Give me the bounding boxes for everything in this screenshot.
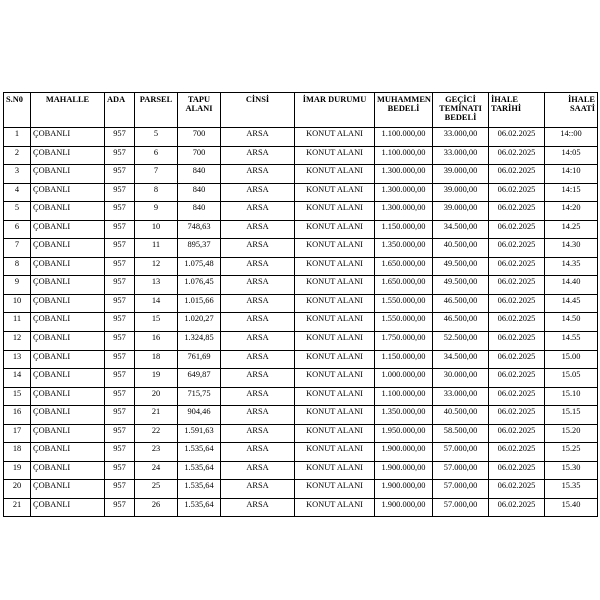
cell-imar-durumu: KONUT ALANI	[295, 276, 375, 295]
cell-sno: 20	[4, 480, 31, 499]
cell-muhammen-bedeli: 1.150.000,00	[375, 350, 433, 369]
cell-tapu-alani: 761,69	[178, 350, 221, 369]
cell-imar-durumu: KONUT ALANI	[295, 239, 375, 258]
cell-muhammen-bedeli: 1.900.000,00	[375, 480, 433, 499]
cell-cinsi: ARSA	[221, 461, 295, 480]
header-ada: ADA	[105, 93, 135, 128]
table-row	[4, 332, 598, 351]
cell-sno: 18	[4, 443, 31, 462]
cell-tapu-alani: 748,63	[178, 220, 221, 239]
cell-tapu-alani: 1.020,27	[178, 313, 221, 332]
cell-ada: 957	[105, 257, 135, 276]
cell-muhammen-bedeli: 1.000.000,00	[375, 369, 433, 388]
cell-imar-durumu: KONUT ALANI	[295, 128, 375, 147]
cell-sno: 3	[4, 165, 31, 184]
cell-parsel: 21	[135, 406, 178, 425]
cell-tapu-alani: 904,46	[178, 406, 221, 425]
cell-ada: 957	[105, 424, 135, 443]
cell-gecici-teminat: 34.500,00	[433, 220, 489, 239]
cell-gecici-teminat: 46.500,00	[433, 313, 489, 332]
cell-parsel: 15	[135, 313, 178, 332]
cell-ihale-tarihi: 06.02.2025	[489, 165, 545, 184]
cell-tapu-alani: 1.535,64	[178, 443, 221, 462]
cell-mahalle: ÇOBANLI	[31, 369, 105, 388]
cell-ihale-tarihi: 06.02.2025	[489, 480, 545, 499]
cell-parsel: 25	[135, 480, 178, 499]
cell-cinsi: ARSA	[221, 165, 295, 184]
auction-table	[3, 92, 598, 517]
cell-gecici-teminat: 33.000,00	[433, 128, 489, 147]
cell-ihale-tarihi: 06.02.2025	[489, 257, 545, 276]
cell-ihale-tarihi: 06.02.2025	[489, 183, 545, 202]
cell-muhammen-bedeli: 1.350.000,00	[375, 239, 433, 258]
cell-tapu-alani: 895,37	[178, 239, 221, 258]
table-row	[4, 443, 598, 462]
table-row	[4, 165, 598, 184]
cell-imar-durumu: KONUT ALANI	[295, 257, 375, 276]
cell-parsel: 13	[135, 276, 178, 295]
cell-sno: 12	[4, 332, 31, 351]
cell-parsel: 6	[135, 146, 178, 165]
cell-cinsi: ARSA	[221, 424, 295, 443]
cell-ihale-tarihi: 06.02.2025	[489, 128, 545, 147]
cell-cinsi: ARSA	[221, 313, 295, 332]
cell-sno: 13	[4, 350, 31, 369]
cell-tapu-alani: 1.535,64	[178, 480, 221, 499]
cell-gecici-teminat: 40.500,00	[433, 406, 489, 425]
cell-gecici-teminat: 34.500,00	[433, 350, 489, 369]
cell-tapu-alani: 1.535,64	[178, 461, 221, 480]
cell-sno: 7	[4, 239, 31, 258]
cell-gecici-teminat: 33.000,00	[433, 146, 489, 165]
cell-muhammen-bedeli: 1.350.000,00	[375, 406, 433, 425]
cell-cinsi: ARSA	[221, 183, 295, 202]
table-row	[4, 294, 598, 313]
cell-mahalle: ÇOBANLI	[31, 257, 105, 276]
header-tapu-alani: TAPU ALANI	[178, 93, 221, 128]
cell-muhammen-bedeli: 1.100.000,00	[375, 128, 433, 147]
cell-gecici-teminat: 57.000,00	[433, 480, 489, 499]
table-row	[4, 128, 598, 147]
cell-sno: 14	[4, 369, 31, 388]
cell-ihale-saati: 14::00	[545, 128, 598, 147]
cell-sno: 17	[4, 424, 31, 443]
cell-imar-durumu: KONUT ALANI	[295, 350, 375, 369]
cell-sno: 21	[4, 498, 31, 517]
table-row	[4, 202, 598, 221]
header-mahalle: MAHALLE	[31, 93, 105, 128]
cell-imar-durumu: KONUT ALANI	[295, 443, 375, 462]
cell-imar-durumu: KONUT ALANI	[295, 387, 375, 406]
cell-tapu-alani: 840	[178, 202, 221, 221]
table-row	[4, 387, 598, 406]
cell-gecici-teminat: 49.500,00	[433, 257, 489, 276]
cell-ihale-tarihi: 06.02.2025	[489, 146, 545, 165]
cell-cinsi: ARSA	[221, 146, 295, 165]
cell-ihale-saati: 15.20	[545, 424, 598, 443]
cell-parsel: 22	[135, 424, 178, 443]
cell-gecici-teminat: 49.500,00	[433, 276, 489, 295]
cell-ihale-tarihi: 06.02.2025	[489, 406, 545, 425]
cell-gecici-teminat: 39.000,00	[433, 183, 489, 202]
cell-mahalle: ÇOBANLI	[31, 165, 105, 184]
cell-muhammen-bedeli: 1.100.000,00	[375, 387, 433, 406]
table-row	[4, 257, 598, 276]
cell-ada: 957	[105, 387, 135, 406]
cell-tapu-alani: 649,87	[178, 369, 221, 388]
cell-ihale-tarihi: 06.02.2025	[489, 387, 545, 406]
cell-ihale-tarihi: 06.02.2025	[489, 220, 545, 239]
cell-mahalle: ÇOBANLI	[31, 350, 105, 369]
header-cinsi: CİNSİ	[221, 93, 295, 128]
cell-sno: 16	[4, 406, 31, 425]
cell-ada: 957	[105, 443, 135, 462]
cell-gecici-teminat: 39.000,00	[433, 165, 489, 184]
cell-ada: 957	[105, 332, 135, 351]
cell-cinsi: ARSA	[221, 443, 295, 462]
cell-mahalle: ÇOBANLI	[31, 480, 105, 499]
cell-sno: 11	[4, 313, 31, 332]
cell-mahalle: ÇOBANLI	[31, 220, 105, 239]
cell-parsel: 14	[135, 294, 178, 313]
cell-tapu-alani: 840	[178, 183, 221, 202]
cell-gecici-teminat: 40.500,00	[433, 239, 489, 258]
cell-imar-durumu: KONUT ALANI	[295, 165, 375, 184]
cell-muhammen-bedeli: 1.900.000,00	[375, 461, 433, 480]
cell-gecici-teminat: 33.000,00	[433, 387, 489, 406]
cell-ihale-saati: 15.10	[545, 387, 598, 406]
cell-mahalle: ÇOBANLI	[31, 332, 105, 351]
cell-mahalle: ÇOBANLI	[31, 202, 105, 221]
cell-imar-durumu: KONUT ALANI	[295, 406, 375, 425]
cell-tapu-alani: 700	[178, 146, 221, 165]
table-row	[4, 350, 598, 369]
table-row	[4, 146, 598, 165]
cell-ada: 957	[105, 461, 135, 480]
cell-sno: 8	[4, 257, 31, 276]
cell-parsel: 11	[135, 239, 178, 258]
cell-ada: 957	[105, 165, 135, 184]
cell-parsel: 24	[135, 461, 178, 480]
cell-imar-durumu: KONUT ALANI	[295, 294, 375, 313]
cell-parsel: 9	[135, 202, 178, 221]
cell-ihale-saati: 15.05	[545, 369, 598, 388]
cell-ihale-saati: 14.55	[545, 332, 598, 351]
cell-sno: 10	[4, 294, 31, 313]
table-row	[4, 313, 598, 332]
cell-tapu-alani: 1.015,66	[178, 294, 221, 313]
table-row	[4, 183, 598, 202]
cell-ihale-saati: 14.45	[545, 294, 598, 313]
cell-parsel: 23	[135, 443, 178, 462]
cell-ada: 957	[105, 498, 135, 517]
cell-mahalle: ÇOBANLI	[31, 313, 105, 332]
cell-sno: 1	[4, 128, 31, 147]
cell-gecici-teminat: 57.000,00	[433, 443, 489, 462]
cell-tapu-alani: 1.076,45	[178, 276, 221, 295]
cell-tapu-alani: 715,75	[178, 387, 221, 406]
table-row	[4, 220, 598, 239]
cell-tapu-alani: 700	[178, 128, 221, 147]
cell-cinsi: ARSA	[221, 276, 295, 295]
cell-ihale-saati: 15.30	[545, 461, 598, 480]
cell-ada: 957	[105, 128, 135, 147]
auction-table-container	[3, 92, 597, 517]
cell-parsel: 10	[135, 220, 178, 239]
cell-mahalle: ÇOBANLI	[31, 461, 105, 480]
cell-gecici-teminat: 52.500,00	[433, 332, 489, 351]
cell-sno: 5	[4, 202, 31, 221]
cell-muhammen-bedeli: 1.100.000,00	[375, 146, 433, 165]
cell-ihale-saati: 15.25	[545, 443, 598, 462]
cell-ihale-tarihi: 06.02.2025	[489, 202, 545, 221]
cell-mahalle: ÇOBANLI	[31, 424, 105, 443]
cell-imar-durumu: KONUT ALANI	[295, 332, 375, 351]
table-row	[4, 480, 598, 499]
cell-mahalle: ÇOBANLI	[31, 443, 105, 462]
cell-imar-durumu: KONUT ALANI	[295, 146, 375, 165]
cell-ada: 957	[105, 183, 135, 202]
table-row	[4, 424, 598, 443]
table-row	[4, 276, 598, 295]
cell-mahalle: ÇOBANLI	[31, 276, 105, 295]
cell-parsel: 19	[135, 369, 178, 388]
cell-gecici-teminat: 58.500,00	[433, 424, 489, 443]
cell-gecici-teminat: 57.000,00	[433, 461, 489, 480]
cell-sno: 9	[4, 276, 31, 295]
cell-muhammen-bedeli: 1.900.000,00	[375, 443, 433, 462]
header-sno: S.N0	[4, 93, 31, 128]
cell-ihale-saati: 14.40	[545, 276, 598, 295]
cell-muhammen-bedeli: 1.300.000,00	[375, 202, 433, 221]
cell-ihale-tarihi: 06.02.2025	[489, 313, 545, 332]
cell-gecici-teminat: 46.500,00	[433, 294, 489, 313]
cell-muhammen-bedeli: 1.650.000,00	[375, 257, 433, 276]
cell-mahalle: ÇOBANLI	[31, 128, 105, 147]
cell-muhammen-bedeli: 1.950.000,00	[375, 424, 433, 443]
cell-imar-durumu: KONUT ALANI	[295, 220, 375, 239]
cell-mahalle: ÇOBANLI	[31, 239, 105, 258]
cell-muhammen-bedeli: 1.150.000,00	[375, 220, 433, 239]
cell-ihale-saati: 15.40	[545, 498, 598, 517]
cell-muhammen-bedeli: 1.550.000,00	[375, 294, 433, 313]
cell-ihale-saati: 15.35	[545, 480, 598, 499]
cell-sno: 15	[4, 387, 31, 406]
cell-ada: 957	[105, 202, 135, 221]
cell-ada: 957	[105, 220, 135, 239]
cell-ihale-saati: 14.30	[545, 239, 598, 258]
table-row	[4, 406, 598, 425]
cell-tapu-alani: 1.591,63	[178, 424, 221, 443]
cell-tapu-alani: 1.075,48	[178, 257, 221, 276]
cell-ihale-tarihi: 06.02.2025	[489, 332, 545, 351]
cell-gecici-teminat: 39.000,00	[433, 202, 489, 221]
cell-ihale-saati: 15.15	[545, 406, 598, 425]
cell-imar-durumu: KONUT ALANI	[295, 202, 375, 221]
cell-ada: 957	[105, 350, 135, 369]
cell-mahalle: ÇOBANLI	[31, 146, 105, 165]
header-parsel: PARSEL	[135, 93, 178, 128]
cell-muhammen-bedeli: 1.300.000,00	[375, 183, 433, 202]
cell-ihale-saati: 14.25	[545, 220, 598, 239]
cell-cinsi: ARSA	[221, 369, 295, 388]
cell-parsel: 7	[135, 165, 178, 184]
header-gecici-teminati-bedeli: GEÇİCİ TEMİNATI BEDELİ	[433, 93, 489, 128]
cell-ada: 957	[105, 239, 135, 258]
header-imar-durumu: İMAR DURUMU	[295, 93, 375, 128]
cell-cinsi: ARSA	[221, 294, 295, 313]
cell-ada: 957	[105, 276, 135, 295]
cell-tapu-alani: 1.324,85	[178, 332, 221, 351]
table-header-row	[4, 93, 598, 128]
header-ihale-tarihi: İHALE TARİHİ	[489, 93, 545, 128]
table-row	[4, 461, 598, 480]
table-body	[4, 128, 598, 517]
cell-ihale-saati: 14.35	[545, 257, 598, 276]
cell-cinsi: ARSA	[221, 498, 295, 517]
cell-parsel: 16	[135, 332, 178, 351]
cell-muhammen-bedeli: 1.650.000,00	[375, 276, 433, 295]
cell-ihale-saati: 14:10	[545, 165, 598, 184]
header-muhammen-bedeli: MUHAMMEN BEDELİ	[375, 93, 433, 128]
cell-ada: 957	[105, 406, 135, 425]
cell-imar-durumu: KONUT ALANI	[295, 369, 375, 388]
cell-cinsi: ARSA	[221, 239, 295, 258]
cell-ihale-tarihi: 06.02.2025	[489, 424, 545, 443]
cell-cinsi: ARSA	[221, 257, 295, 276]
cell-parsel: 18	[135, 350, 178, 369]
cell-ada: 957	[105, 480, 135, 499]
cell-parsel: 12	[135, 257, 178, 276]
cell-imar-durumu: KONUT ALANI	[295, 313, 375, 332]
cell-ihale-saati: 14:20	[545, 202, 598, 221]
cell-cinsi: ARSA	[221, 350, 295, 369]
cell-tapu-alani: 1.535,64	[178, 498, 221, 517]
cell-cinsi: ARSA	[221, 202, 295, 221]
table-row	[4, 369, 598, 388]
cell-ihale-tarihi: 06.02.2025	[489, 369, 545, 388]
header-ihale-saati: İHALE SAATİ	[545, 93, 598, 128]
cell-ihale-tarihi: 06.02.2025	[489, 276, 545, 295]
cell-mahalle: ÇOBANLI	[31, 387, 105, 406]
cell-gecici-teminat: 57.000,00	[433, 498, 489, 517]
cell-ihale-tarihi: 06.02.2025	[489, 239, 545, 258]
cell-mahalle: ÇOBANLI	[31, 498, 105, 517]
cell-ihale-saati: 15.00	[545, 350, 598, 369]
cell-ihale-saati: 14:15	[545, 183, 598, 202]
cell-imar-durumu: KONUT ALANI	[295, 498, 375, 517]
cell-cinsi: ARSA	[221, 406, 295, 425]
cell-ihale-tarihi: 06.02.2025	[489, 443, 545, 462]
cell-sno: 2	[4, 146, 31, 165]
cell-muhammen-bedeli: 1.550.000,00	[375, 313, 433, 332]
cell-gecici-teminat: 30.000,00	[433, 369, 489, 388]
cell-imar-durumu: KONUT ALANI	[295, 424, 375, 443]
cell-cinsi: ARSA	[221, 220, 295, 239]
table-row	[4, 239, 598, 258]
cell-sno: 6	[4, 220, 31, 239]
cell-parsel: 5	[135, 128, 178, 147]
cell-muhammen-bedeli: 1.750.000,00	[375, 332, 433, 351]
cell-ihale-saati: 14.50	[545, 313, 598, 332]
table-row	[4, 498, 598, 517]
cell-parsel: 26	[135, 498, 178, 517]
cell-imar-durumu: KONUT ALANI	[295, 461, 375, 480]
cell-muhammen-bedeli: 1.300.000,00	[375, 165, 433, 184]
cell-ihale-tarihi: 06.02.2025	[489, 498, 545, 517]
cell-sno: 19	[4, 461, 31, 480]
cell-mahalle: ÇOBANLI	[31, 183, 105, 202]
cell-parsel: 8	[135, 183, 178, 202]
cell-cinsi: ARSA	[221, 128, 295, 147]
cell-tapu-alani: 840	[178, 165, 221, 184]
cell-mahalle: ÇOBANLI	[31, 406, 105, 425]
cell-ihale-saati: 14:05	[545, 146, 598, 165]
cell-sno: 4	[4, 183, 31, 202]
cell-mahalle: ÇOBANLI	[31, 294, 105, 313]
cell-imar-durumu: KONUT ALANI	[295, 183, 375, 202]
cell-ihale-tarihi: 06.02.2025	[489, 350, 545, 369]
cell-cinsi: ARSA	[221, 387, 295, 406]
cell-ada: 957	[105, 146, 135, 165]
cell-ihale-tarihi: 06.02.2025	[489, 461, 545, 480]
cell-parsel: 20	[135, 387, 178, 406]
cell-muhammen-bedeli: 1.900.000,00	[375, 498, 433, 517]
cell-ada: 957	[105, 313, 135, 332]
cell-ada: 957	[105, 294, 135, 313]
cell-cinsi: ARSA	[221, 332, 295, 351]
cell-imar-durumu: KONUT ALANI	[295, 480, 375, 499]
cell-ihale-tarihi: 06.02.2025	[489, 294, 545, 313]
cell-ada: 957	[105, 369, 135, 388]
cell-cinsi: ARSA	[221, 480, 295, 499]
